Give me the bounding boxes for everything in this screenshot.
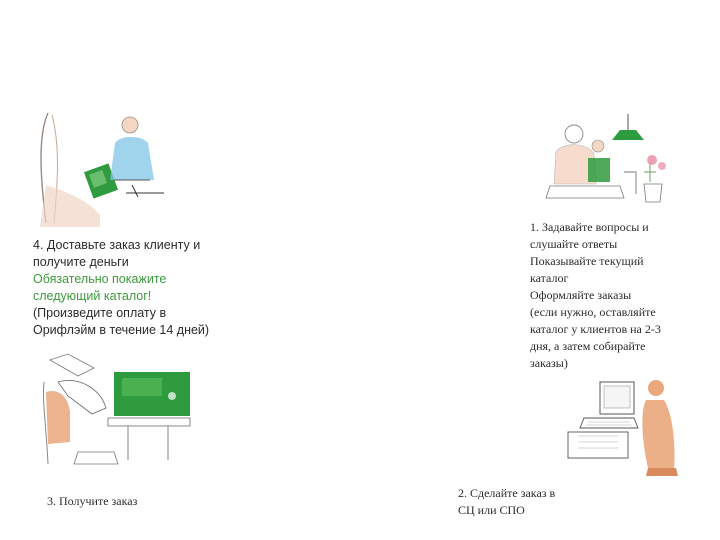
step1-line5: Оформляйте заказы <box>530 288 632 302</box>
step4-line2: получите деньги <box>33 255 129 269</box>
pickup-illustration <box>38 352 198 472</box>
delivery-illustration <box>30 105 170 230</box>
step1-line2: слушайте ответы <box>530 237 618 251</box>
step1-line1: 1. Задавайте вопросы и <box>530 220 649 234</box>
step1-text <box>530 219 661 372</box>
questions-illustration <box>540 112 680 212</box>
step2-line1: 2. Сделайте заказ в <box>458 486 556 500</box>
step1-line8: дня, а затем собирайте <box>530 339 646 353</box>
ordering-illustration <box>564 372 684 482</box>
step2-line2: СЦ или СПО <box>458 503 525 517</box>
step4-highlight2: следующий каталог! <box>33 289 152 303</box>
step4-line1: 4. Доставьте заказ клиенту и <box>33 238 201 252</box>
step3-text <box>47 493 137 510</box>
step4-highlight1: Обязательно покажите <box>33 272 167 286</box>
step3-label: 3. Получите заказ <box>47 494 138 508</box>
step1-line3: Показывайте текущий <box>530 254 644 268</box>
step4-line3: (Произведите оплату в <box>33 306 167 320</box>
step1-line6: (если нужно, оставляйте <box>530 305 656 319</box>
step1-line7: каталог у клиентов на 2-3 <box>530 322 661 336</box>
step2-text <box>458 485 555 519</box>
step1-line9: заказы) <box>530 356 568 370</box>
step1-line4: каталог <box>530 271 569 285</box>
step4-line4: Орифлэйм в течение 14 дней) <box>33 323 210 337</box>
step4-text <box>33 237 209 339</box>
